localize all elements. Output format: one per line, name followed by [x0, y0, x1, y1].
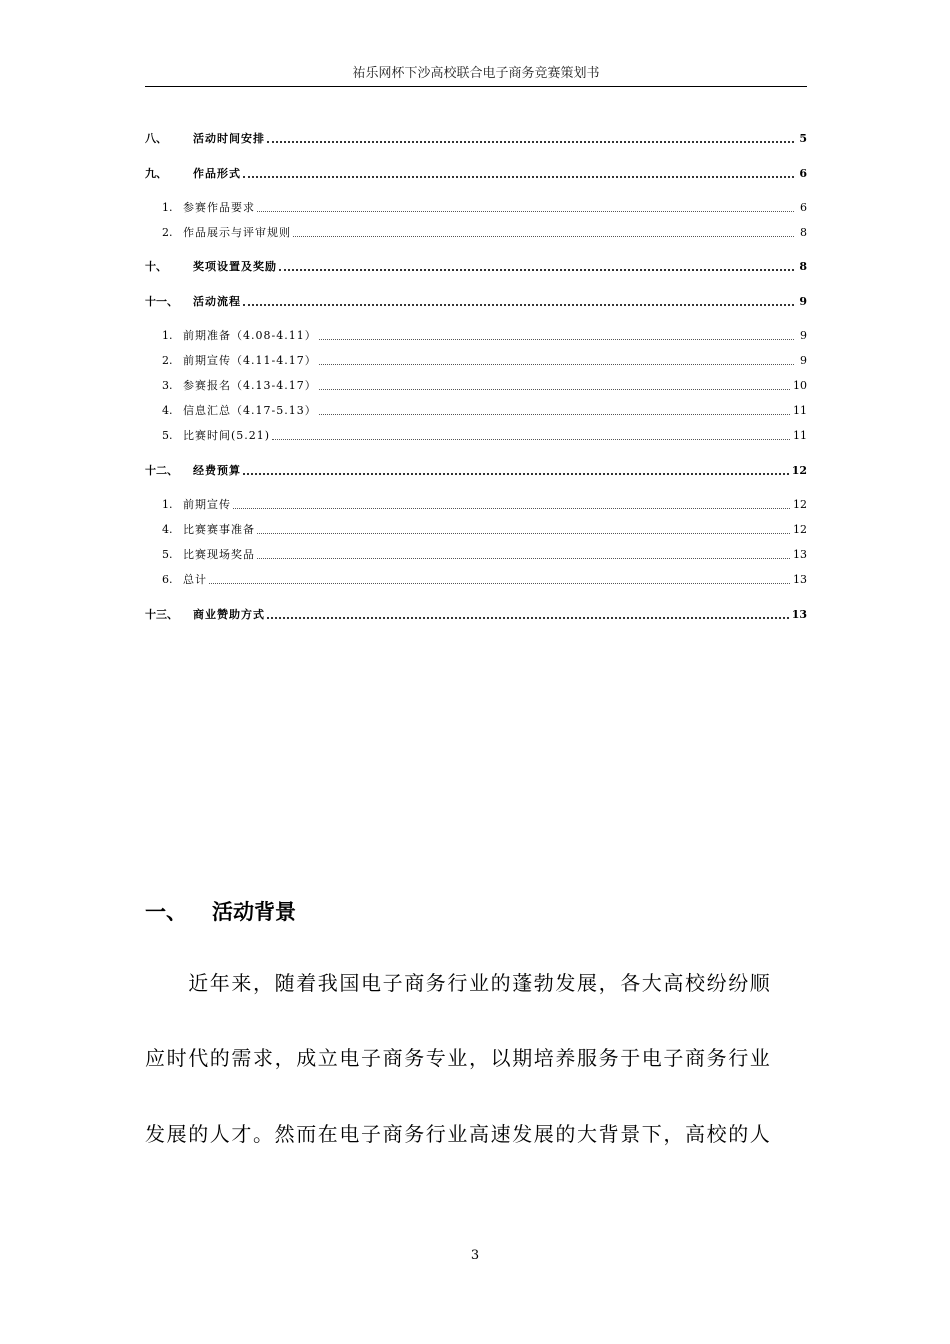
toc-entry-page: 12 — [793, 523, 807, 536]
toc-entry-number: 4. — [162, 404, 173, 417]
toc-leader-dots — [319, 339, 794, 340]
page-number: 3 — [470, 1248, 480, 1263]
toc-entry[interactable] — [145, 494, 807, 512]
toc-entry-page: 6 — [799, 167, 807, 180]
toc-entry-page: 9 — [800, 354, 807, 367]
toc-entry[interactable] — [145, 256, 807, 274]
toc-entry[interactable] — [145, 460, 807, 478]
toc-entry-number: 3. — [162, 379, 173, 392]
section-number: 一、 — [145, 899, 187, 924]
toc-entry[interactable] — [145, 569, 807, 587]
toc-entry-label: 活动流程 — [193, 295, 241, 308]
toc-leader-dots — [233, 508, 790, 509]
toc-leader-dots — [319, 364, 794, 365]
toc-entry-page: 10 — [793, 379, 807, 392]
toc-entry-page: 6 — [800, 201, 807, 214]
toc-entry-number: 1. — [162, 201, 173, 214]
header-rule — [145, 86, 807, 87]
toc-leader-dots — [319, 414, 790, 415]
toc-entry-number: 十三、 — [145, 608, 178, 621]
toc-entry-label: 前期宣传（4.11-4.17） — [183, 354, 317, 367]
toc-entry-label: 前期准备（4.08-4.11） — [183, 329, 317, 342]
toc-entry-number: 八、 — [145, 132, 167, 145]
toc-entry-number: 1. — [162, 498, 173, 511]
toc-entry-page: 9 — [800, 329, 807, 342]
section-title-text: 活动背景 — [212, 899, 296, 924]
toc-entry-page: 13 — [793, 573, 807, 586]
toc-entry-number: 2. — [162, 354, 173, 367]
toc-entry[interactable] — [145, 197, 807, 215]
toc-entry-page: 12 — [793, 498, 807, 511]
toc-entry-number: 九、 — [145, 167, 167, 180]
toc-entry-page: 12 — [791, 464, 807, 477]
toc-entry-label: 商业赞助方式 — [193, 608, 265, 621]
toc-entry[interactable] — [145, 222, 807, 240]
running-header: 祐乐网杯下沙高校联合电子商务竞赛策划书 — [352, 66, 600, 81]
toc-entry[interactable] — [145, 375, 807, 393]
body-paragraph-line: 应时代的需求，成立电子商务专业，以期培养服务于电子商务行业 — [145, 1046, 772, 1070]
toc-entry-number: 十二、 — [145, 464, 178, 477]
section-heading — [145, 898, 296, 926]
toc-entry-page: 8 — [799, 260, 807, 273]
toc-entry-label: 总计 — [183, 573, 207, 586]
toc-leader-dots — [243, 304, 794, 306]
toc-entry[interactable] — [145, 519, 807, 537]
toc-entry-label: 奖项设置及奖励 — [193, 260, 277, 273]
toc-entry-page: 9 — [799, 295, 807, 308]
toc-entry-label: 参赛作品要求 — [183, 201, 255, 214]
toc-entry-number: 5. — [162, 429, 173, 442]
toc-entry-number: 十、 — [145, 260, 167, 273]
toc-leader-dots — [209, 583, 790, 584]
toc-entry-number: 5. — [162, 548, 173, 561]
toc-entry-label: 作品展示与评审规则 — [183, 226, 291, 239]
toc-entry[interactable] — [145, 325, 807, 343]
toc-entry[interactable] — [145, 163, 807, 181]
toc-leader-dots — [279, 269, 794, 271]
toc-entry-page: 13 — [793, 548, 807, 561]
toc-entry-label: 作品形式 — [193, 167, 241, 180]
toc-entry-label: 活动时间安排 — [193, 132, 265, 145]
toc-entry-label: 前期宣传 — [183, 498, 231, 511]
toc-entry-page: 8 — [800, 226, 807, 239]
toc-entry-number: 6. — [162, 573, 173, 586]
toc-entry-label: 比赛现场奖品 — [183, 548, 255, 561]
toc-leader-dots — [267, 617, 789, 619]
toc-entry[interactable] — [145, 400, 807, 418]
toc-entry-number: 2. — [162, 226, 173, 239]
toc-leader-dots — [293, 236, 794, 237]
toc-leader-dots — [319, 389, 790, 390]
toc-entry[interactable] — [145, 350, 807, 368]
toc-entry-label: 经费预算 — [193, 464, 241, 477]
toc-leader-dots — [243, 176, 794, 178]
toc-leader-dots — [257, 558, 790, 559]
toc-entry-number: 1. — [162, 329, 173, 342]
toc-leader-dots — [272, 439, 790, 440]
body-paragraph-line: 发展的人才。然而在电子商务行业高速发展的大背景下，高校的人 — [145, 1122, 772, 1146]
toc-leader-dots — [257, 533, 790, 534]
toc-leader-dots — [257, 211, 794, 212]
body-paragraph-line: 近年来，随着我国电子商务行业的蓬勃发展，各大高校纷纷顺 — [145, 971, 772, 995]
toc-entry-label: 比赛赛事准备 — [183, 523, 255, 536]
toc-entry-page: 13 — [791, 608, 807, 621]
toc-entry[interactable] — [145, 128, 807, 146]
toc-entry-page: 5 — [799, 132, 807, 145]
toc-entry[interactable] — [145, 291, 807, 309]
toc-entry-page: 11 — [793, 404, 807, 417]
toc-entry[interactable] — [145, 425, 807, 443]
toc-entry-label: 信息汇总（4.17-5.13） — [183, 404, 317, 417]
toc-entry-page: 11 — [793, 429, 807, 442]
toc-entry-label: 比赛时间(5.21) — [183, 429, 271, 442]
toc-entry-label: 参赛报名（4.13-4.17） — [183, 379, 317, 392]
toc-leader-dots — [243, 473, 789, 475]
toc-entry[interactable] — [145, 544, 807, 562]
toc-leader-dots — [267, 141, 794, 143]
toc-entry-number: 4. — [162, 523, 173, 536]
toc-entry-number: 十一、 — [145, 295, 178, 308]
toc-entry[interactable] — [145, 604, 807, 622]
